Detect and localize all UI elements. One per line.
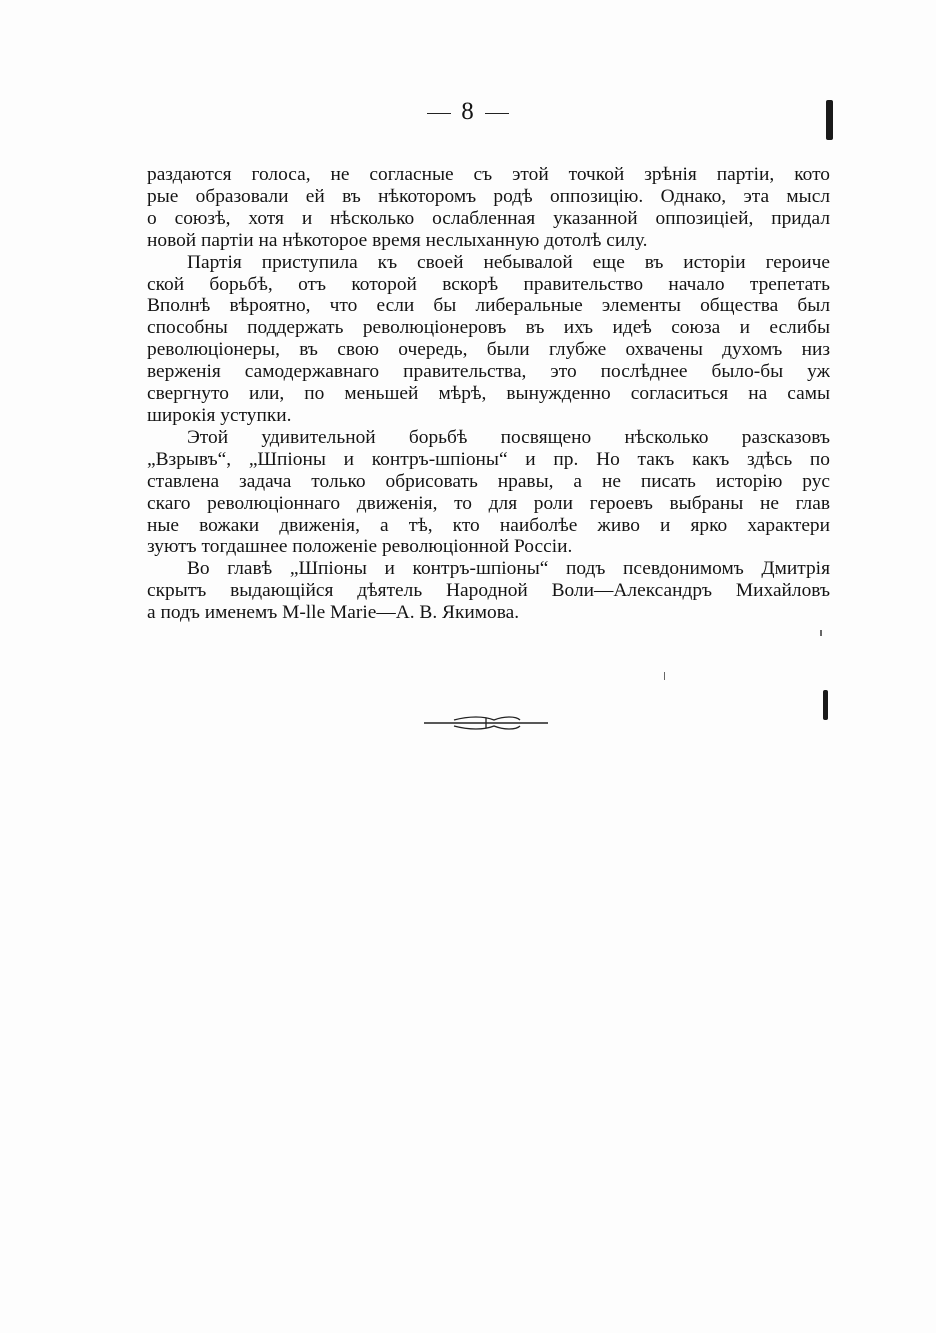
text-line: ской борьбѣ, отъ которой вскорѣ правительство начало трепетать — [147, 273, 830, 295]
text-line: новой партіи на нѣкоторое время неслыханную дотолѣ силу. — [147, 229, 648, 251]
text-line: Во главѣ „Шпіоны и контръ-шпіоны“ подъ псевдонимомъ Дмитрія — [187, 558, 830, 580]
page-number: 8 — [461, 98, 475, 125]
left-dash — [427, 113, 451, 114]
body-text — [147, 164, 830, 624]
text-line: способны поддержать революціонеровъ въ ихъ идеѣ союза и еслибы — [147, 317, 830, 339]
scan-speck — [820, 630, 822, 636]
text-line: верженія самодержавнаго правительства, это послѣднее было-бы уж — [147, 361, 830, 383]
text-line: о союзѣ, хотя и нѣсколько ослабленная указанной оппозиціей, придал — [147, 207, 830, 229]
text-line: ные вожаки движенія, а тѣ, кто наиболѣе живо и ярко характери — [147, 514, 830, 536]
text-line: скаго революціоннаго движенія, то для роли героевъ выбраны не глав — [147, 492, 830, 514]
text-line: ставлена задача только обрисовать нравы, а не писать исторію рус — [147, 470, 830, 492]
scan-artifact-bottom — [823, 690, 828, 720]
text-line: „Взрывъ“, „Шпіоны и контръ-шпіоны“ и пр. Но такъ какъ здѣсь по — [147, 448, 830, 470]
text-line: а подъ именемъ M-lle Marie—А. В. Якимова. — [147, 602, 520, 624]
text-line: свергнуто или, по меньшей мѣрѣ, вынужденно согласиться на самы — [147, 383, 830, 405]
scan-speck — [664, 672, 665, 680]
text-line: Этой удивительной борьбѣ посвящено нѣсколько разсказовъ — [187, 426, 830, 448]
section-end-ornament — [424, 712, 548, 732]
right-dash — [485, 113, 509, 114]
text-line: революціонеры, въ свою очередь, были глубже охвачены духомъ низ — [147, 339, 830, 361]
text-line: Партія приступила къ своей небывалой еще въ исторіи героиче — [187, 251, 830, 273]
text-line: раздаются голоса, не согласные съ этой точкой зрѣнія партіи, кото — [147, 164, 830, 185]
text-line: скрытъ выдающійся дѣятель Народной Воли—Александръ Михайловъ — [147, 580, 830, 602]
text-line: широкія уступки. — [147, 404, 292, 426]
page-number-header — [0, 98, 936, 126]
text-line: Вполнѣ вѣроятно, что если бы либеральные элементы общества был — [147, 295, 830, 317]
text-line: рые образовали ей въ нѣкоторомъ родѣ оппозицію. Однако, эта мысл — [147, 185, 830, 207]
scan-artifact-top — [826, 100, 833, 140]
text-line: зуютъ тогдашнее положеніе революціонной Россіи. — [147, 536, 573, 558]
